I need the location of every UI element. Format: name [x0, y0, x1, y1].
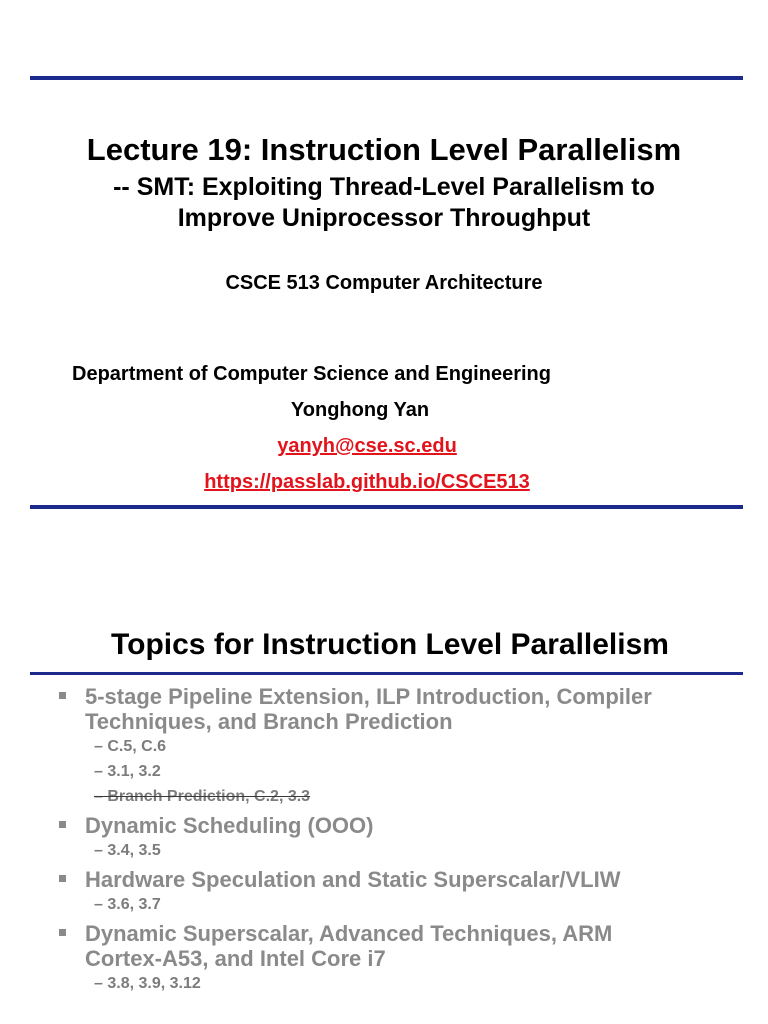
sub-item: – 3.6, 3.7 [94, 896, 161, 913]
author-name: Yonghong Yan [290, 399, 430, 421]
list-item [56, 813, 746, 863]
course-name: CSCE 513 Computer Architecture [225, 272, 543, 294]
sub-item-struck: – Branch Prediction, C.2, 3.3 [94, 788, 311, 805]
sub-item: – 3.8, 3.9, 3.12 [94, 975, 201, 992]
sub-item: – 3.4, 3.5 [94, 842, 161, 859]
square-bullet-icon [59, 875, 66, 882]
sub-item: – 3.1, 3.2 [94, 763, 161, 780]
website-link[interactable]: https://passlab.github.io/CSCE513 [204, 471, 530, 493]
department: Department of Computer Science and Engineering [72, 363, 551, 385]
square-bullet-icon [59, 692, 66, 699]
square-bullet-icon [59, 929, 66, 936]
subtitle-line-1: -- SMT: Exploiting Thread-Level Parallelism to [113, 173, 655, 201]
title-divider [30, 672, 743, 675]
email-link[interactable]: yanyh@cse.sc.edu [277, 435, 457, 457]
topic-label-line-1: Hardware Speculation and Static Superscalar/VLIW [85, 867, 621, 892]
topic-list [56, 684, 746, 996]
topic-label-line-2: Techniques, and Branch Prediction [85, 709, 453, 734]
top-divider [30, 76, 743, 80]
topic-label-line-2: Cortex-A53, and Intel Core i7 [85, 946, 386, 971]
topic-label-line-1: Dynamic Scheduling (OOO) [85, 813, 374, 838]
sub-item: – C.5, C.6 [94, 738, 167, 755]
slide-title: Topics for Instruction Level Parallelism [111, 628, 669, 661]
square-bullet-icon [59, 821, 66, 828]
slide-title: Lecture 19: Instruction Level Parallelism [86, 132, 682, 167]
topics-slide [0, 580, 768, 1024]
subtitle-line-2: Improve Uniprocessor Throughput [177, 204, 591, 232]
topic-label-line-1: 5-stage Pipeline Extension, ILP Introduction, Compiler [85, 684, 652, 709]
bottom-divider [30, 505, 743, 509]
list-item [56, 921, 746, 996]
list-item [56, 684, 746, 809]
list-item [56, 867, 746, 917]
topic-label-line-1: Dynamic Superscalar, Advanced Techniques, ARM [85, 921, 613, 946]
slide-subtitle [0, 172, 768, 234]
